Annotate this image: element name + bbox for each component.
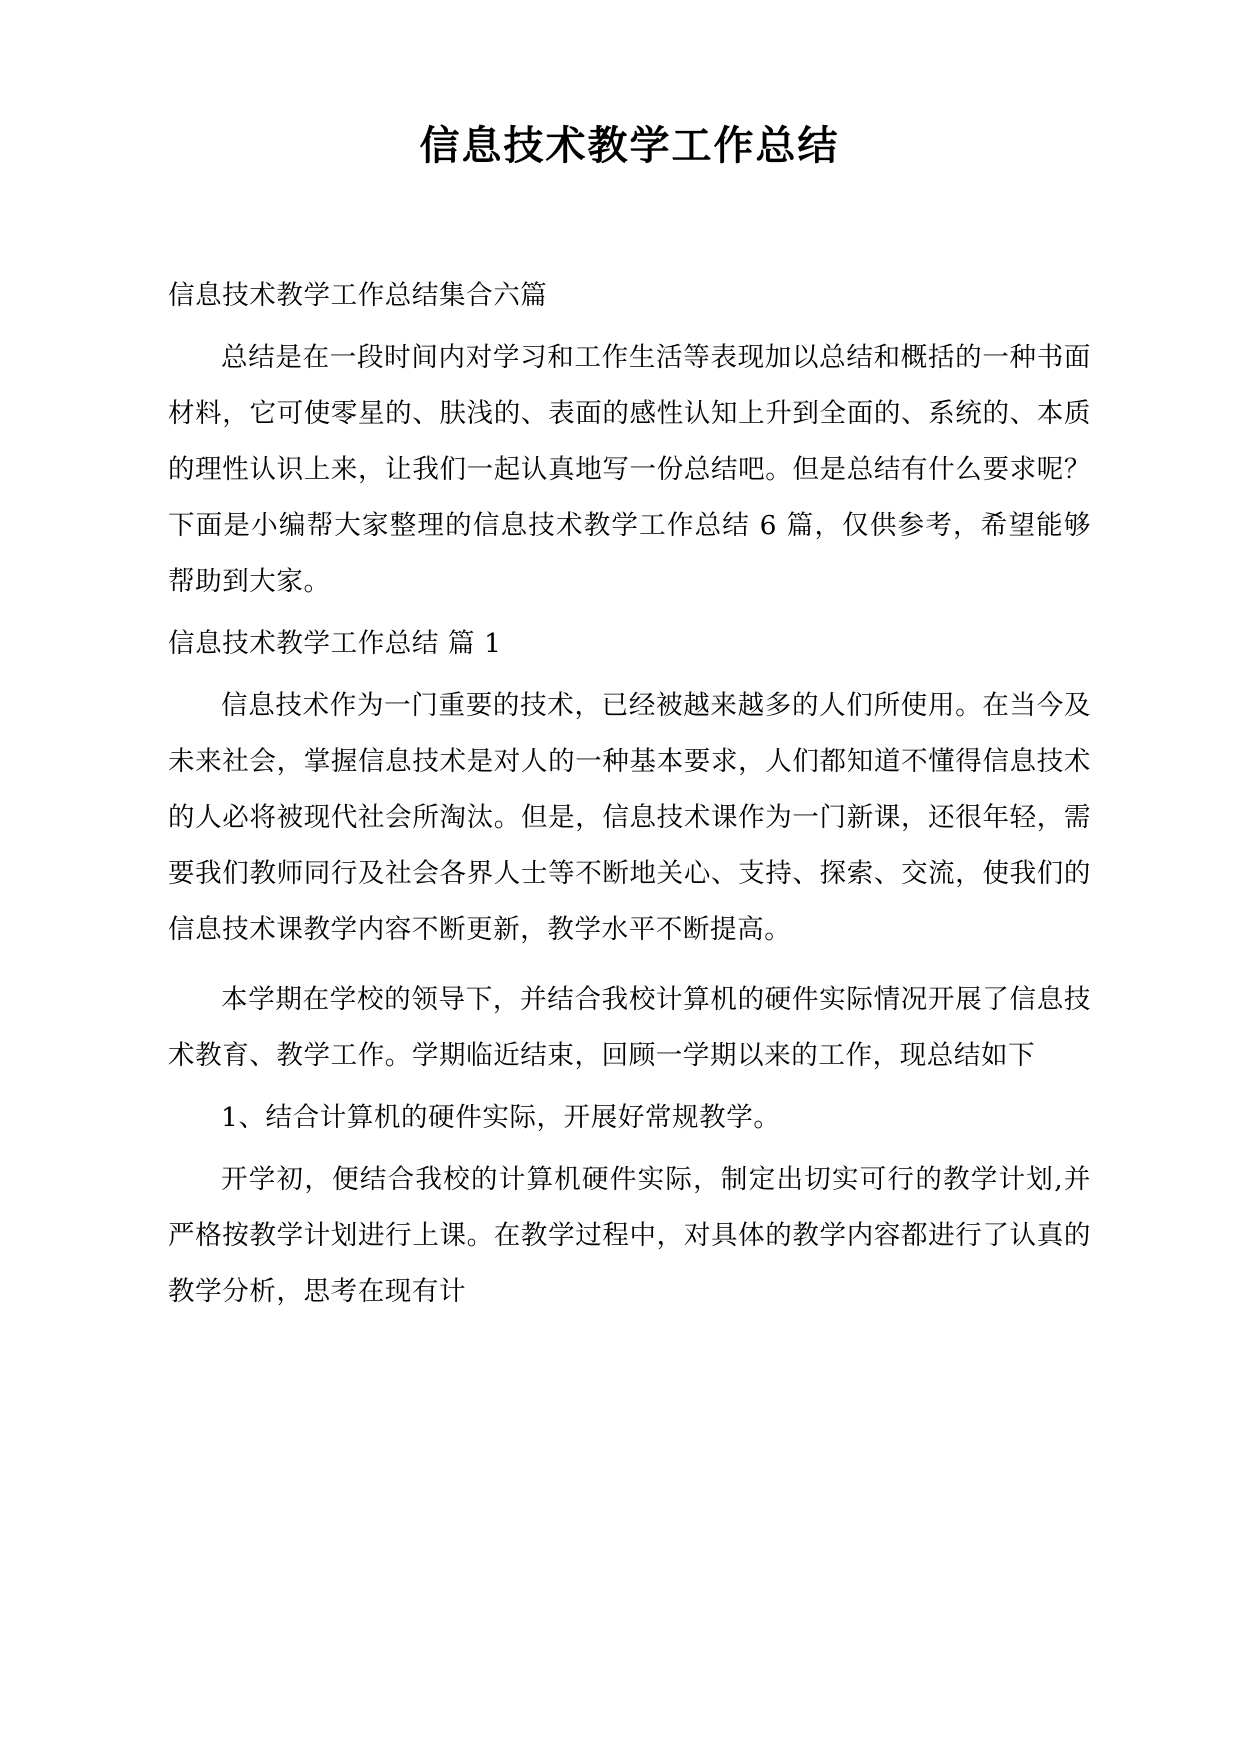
paragraph-section-heading-1: 信息技术教学工作总结 篇 1 [168, 628, 502, 659]
page-title: 信息技术教学工作总结 [419, 123, 840, 169]
paragraph-body-4: 开学初，便结合我校的计算机硬件实际，制定出切实可行的教学计划,并严格按教学计划进行上课。在教学过程中，对具体的教学内容都进行了认真的教学分析，思考在现有计 [168, 1164, 1091, 1307]
paragraph-body-1: 信息技术作为一门重要的技术，已经被越来越多的人们所使用。在当今及未来社会，掌握信息技术是对人的一种基本要求，人们都知道不懂得信息技术的人必将被现代社会所淘汰。但是，信息技术课作为一门新课，还很年轻，需要我们教师同行及社会各界人士等不断地关心、支持、探索、交流，使我们的信息技术课教学内容不断更新，教学水平不断提高。 [168, 690, 1091, 945]
paragraph-body-3: 1、结合计算机的硬件实际，开展好常规教学。 [221, 1102, 781, 1133]
paragraph-body-2: 本学期在学校的领导下，并结合我校计算机的硬件实际情况开展了信息技术教育、教学工作。学期临近结束，回顾一学期以来的工作，现总结如下 [168, 984, 1091, 1071]
paragraph-gap [168, 964, 1091, 972]
paragraph-intro-summary: 总结是在一段时间内对学习和工作生活等表现加以总结和概括的一种书面材料，它可使零星的、肤浅的、表面的感性认知上升到全面的、系统的、本质的理性认识上来，让我们一起认真地写一份总结吧。但是总结有什么要求呢？下面是小编帮大家整理的信息技术教学工作总结 6 篇，仅供参考，希望能够帮助到大家。 [168, 342, 1091, 597]
paragraph-subtitle-collection: 信息技术教学工作总结集合六篇 [168, 280, 548, 311]
